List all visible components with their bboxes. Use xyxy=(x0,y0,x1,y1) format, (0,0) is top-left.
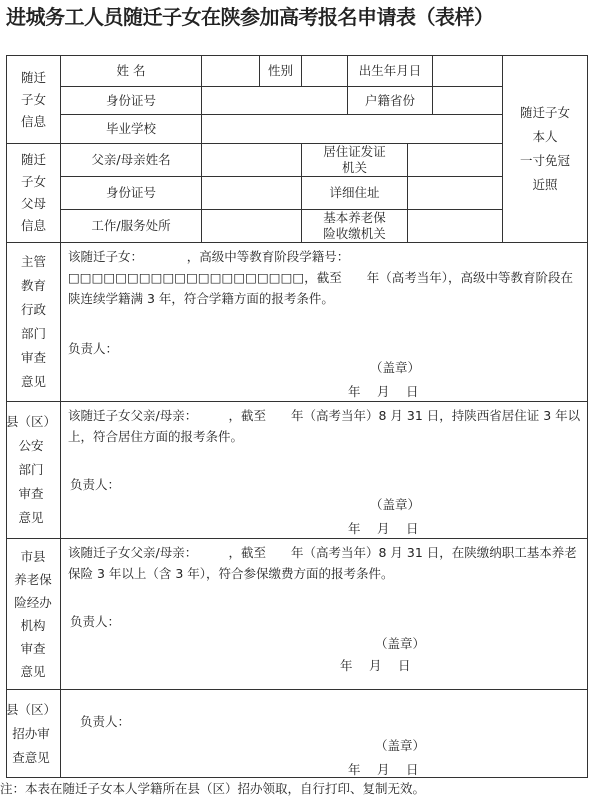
parent-id-value[interactable] xyxy=(202,177,301,209)
workplace-label: 工作/服务处所 xyxy=(91,218,171,233)
student-id-label: 身份证号 xyxy=(105,92,156,108)
graduation-school-value[interactable] xyxy=(202,115,502,143)
pension-date: 年 月 日 xyxy=(340,658,411,673)
education-review-label: 主管 教育 行政 部门 审查 意见 xyxy=(20,254,46,389)
parent-name-label: 父亲/母亲姓名 xyxy=(91,152,171,167)
education-responsible: 负责人： xyxy=(68,341,119,356)
education-review-text: 该随迁子女： ，高级中等教育阶段学籍号：□□□□□□□□□□□□□□□□□□□□，截至 年（高考当年），高级中等教育阶段在陕连续学籍满 3 年，符合学籍方面的报考条件。 xyxy=(68,249,573,306)
hukou-province-value[interactable] xyxy=(433,87,502,114)
education-date: 年 月 日 xyxy=(348,384,419,399)
gender-label: 性别 xyxy=(267,63,293,78)
photo-placeholder: 随迁子女 本人 一寸免冠 近照 xyxy=(519,105,570,192)
footnote: 注：本表在随迁子女本人学籍所在县（区）招办领取，自行打印、复制无效。 xyxy=(0,781,426,796)
name-value[interactable] xyxy=(202,56,259,86)
pension-seal: （盖章） xyxy=(375,636,426,651)
exam-office-date: 年 月 日 xyxy=(348,762,419,777)
name-label: 姓 名 xyxy=(116,63,146,78)
parent-name-value[interactable] xyxy=(202,144,301,176)
exam-office-review-label: 县（区） 招办审 查意见 xyxy=(5,702,56,765)
student-id-value[interactable] xyxy=(202,87,347,114)
insurance-authority-value[interactable] xyxy=(408,210,502,242)
exam-office-seal: （盖章） xyxy=(375,738,426,753)
address-label: 详细住址 xyxy=(329,185,380,200)
gender-value[interactable] xyxy=(302,56,347,86)
student-info-label: 随迁 子女 信息 xyxy=(20,69,46,129)
pension-review-text: 该随迁子女父亲/母亲： ，截至 年（高考当年）8 月 31 日，在陕缴纳职工基本养老保险 3 年以上（含 3 年），符合参保缴费方面的报考条件。 xyxy=(68,545,577,581)
police-seal: （盖章） xyxy=(370,497,421,512)
graduation-school-label: 毕业学校 xyxy=(105,121,156,136)
insurance-authority-label: 基本养老保 险收缴机关 xyxy=(323,210,386,241)
permit-authority-value[interactable] xyxy=(408,144,502,176)
parent-info-label: 随迁 子女 父母 信息 xyxy=(20,152,46,233)
workplace-value[interactable] xyxy=(202,210,301,242)
hukou-province-label: 户籍省份 xyxy=(364,92,415,108)
birth-label: 出生年月日 xyxy=(358,63,422,78)
police-review-text: 该随迁子女父亲/母亲： ，截至 年（高考当年）8 月 31 日，持陕西省居住证 3 年以上，符合居住方面的报考条件。 xyxy=(68,408,581,444)
address-value[interactable] xyxy=(408,177,502,209)
exam-office-responsible: 负责人： xyxy=(80,714,131,729)
form-title: 进城务工人员随迁子女在陕参加高考报名申请表（表样） xyxy=(6,5,494,29)
permit-authority-label: 居住证发证 机关 xyxy=(323,144,386,175)
police-review-label: 县（区） 公安 部门 审查 意见 xyxy=(5,414,56,525)
police-responsible: 负责人： xyxy=(70,477,121,492)
education-seal: （盖章） xyxy=(370,360,421,375)
police-date: 年 月 日 xyxy=(348,521,419,536)
pension-responsible: 负责人： xyxy=(70,614,121,629)
parent-id-label: 身份证号 xyxy=(105,185,156,200)
pension-review-label: 市县 养老保 险经办 机构 审查 意见 xyxy=(14,549,52,679)
birth-value[interactable] xyxy=(433,56,502,86)
